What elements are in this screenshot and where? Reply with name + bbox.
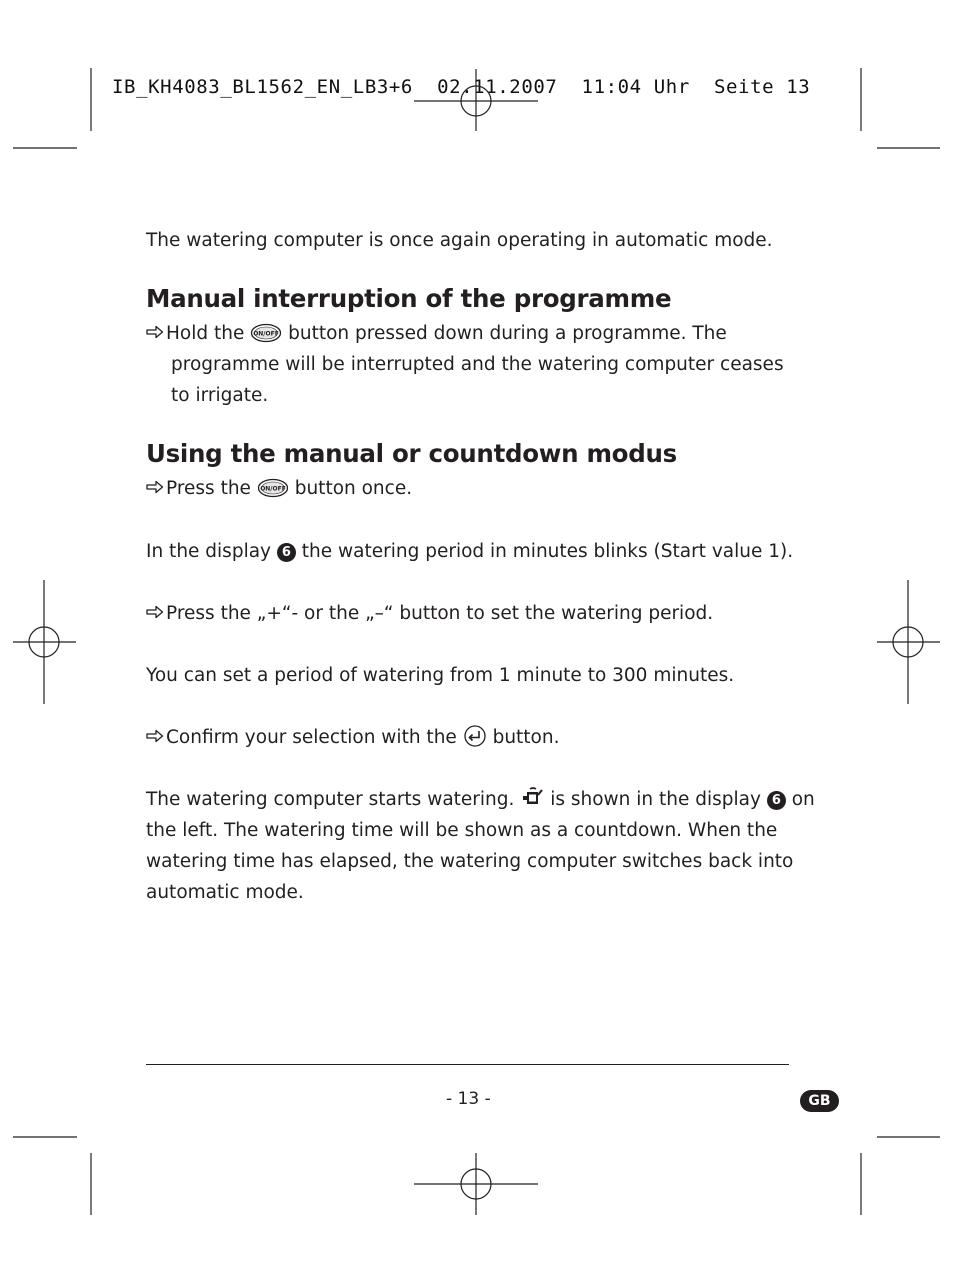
period-paragraph: You can set a period of watering from 1 minute to 300 minutes. bbox=[146, 665, 735, 686]
section-heading-manual-interruption: Manual interruption of the programme bbox=[146, 284, 672, 313]
arrow-right-icon bbox=[146, 473, 166, 504]
section2-step2 bbox=[146, 598, 713, 629]
print-time: 11:04 Uhr bbox=[581, 76, 690, 98]
final-paragraph-line1 bbox=[146, 784, 815, 819]
section1-step-line2: programme will be interrupted and the watering computer ceases bbox=[171, 354, 784, 375]
section1-step-a: Hold the bbox=[166, 323, 245, 344]
section2-step1-b: button once. bbox=[294, 478, 413, 499]
section2-step1 bbox=[146, 473, 412, 508]
section2-step3-a: Confirm your selection with the bbox=[166, 727, 457, 748]
section1-step-line3: to irrigate. bbox=[171, 385, 269, 406]
final-text-b: is shown in the display bbox=[550, 789, 761, 810]
page-number: - 13 - bbox=[446, 1089, 491, 1109]
section1-step-b: button pressed down during a programme. The bbox=[288, 323, 727, 344]
section1-step-line1 bbox=[146, 318, 727, 353]
print-date: 02.11.2007 bbox=[437, 76, 558, 98]
section2-step1-a: Press the bbox=[166, 478, 251, 499]
print-page: Seite 13 bbox=[713, 76, 811, 98]
display-number-badge: 6 bbox=[767, 791, 786, 810]
final-paragraph-line4: automatic mode. bbox=[146, 882, 304, 903]
arrow-right-icon bbox=[146, 598, 166, 629]
enter-button-icon bbox=[463, 725, 487, 757]
final-paragraph-line2: the left. The watering time will be shown as a countdown. When the bbox=[146, 820, 778, 841]
country-badge: GB bbox=[800, 1090, 839, 1112]
on-off-icon-label: ON/OFF bbox=[260, 485, 286, 493]
display-number-badge: 6 bbox=[277, 543, 296, 562]
on-off-icon-label: ON/OFF bbox=[253, 330, 280, 338]
final-paragraph-line3: watering time has elapsed, the watering computer switches back into bbox=[146, 851, 794, 872]
section2-step3-b: button. bbox=[492, 727, 560, 748]
arrow-right-icon bbox=[146, 722, 166, 753]
footer-rule bbox=[146, 1064, 789, 1065]
display-paragraph bbox=[146, 536, 793, 567]
final-text-c: on bbox=[791, 789, 815, 810]
final-text-a: The watering computer starts watering. bbox=[146, 789, 515, 810]
arrow-right-icon bbox=[146, 318, 166, 349]
section2-step3 bbox=[146, 722, 559, 757]
print-slug: IB_KH4083_BL1562_EN_LB3+6 bbox=[112, 76, 413, 98]
section-heading-countdown-modus: Using the manual or countdown modus bbox=[146, 439, 677, 468]
display-text-b: the watering period in minutes blinks (Start value 1). bbox=[301, 541, 794, 562]
section2-step2-text: Press the „+“- or the „–“ button to set the watering period. bbox=[166, 603, 714, 624]
on-off-button-icon bbox=[257, 477, 289, 508]
intro-text: The watering computer is once again operating in automatic mode. bbox=[146, 230, 773, 251]
display-text-a: In the display bbox=[146, 541, 271, 562]
